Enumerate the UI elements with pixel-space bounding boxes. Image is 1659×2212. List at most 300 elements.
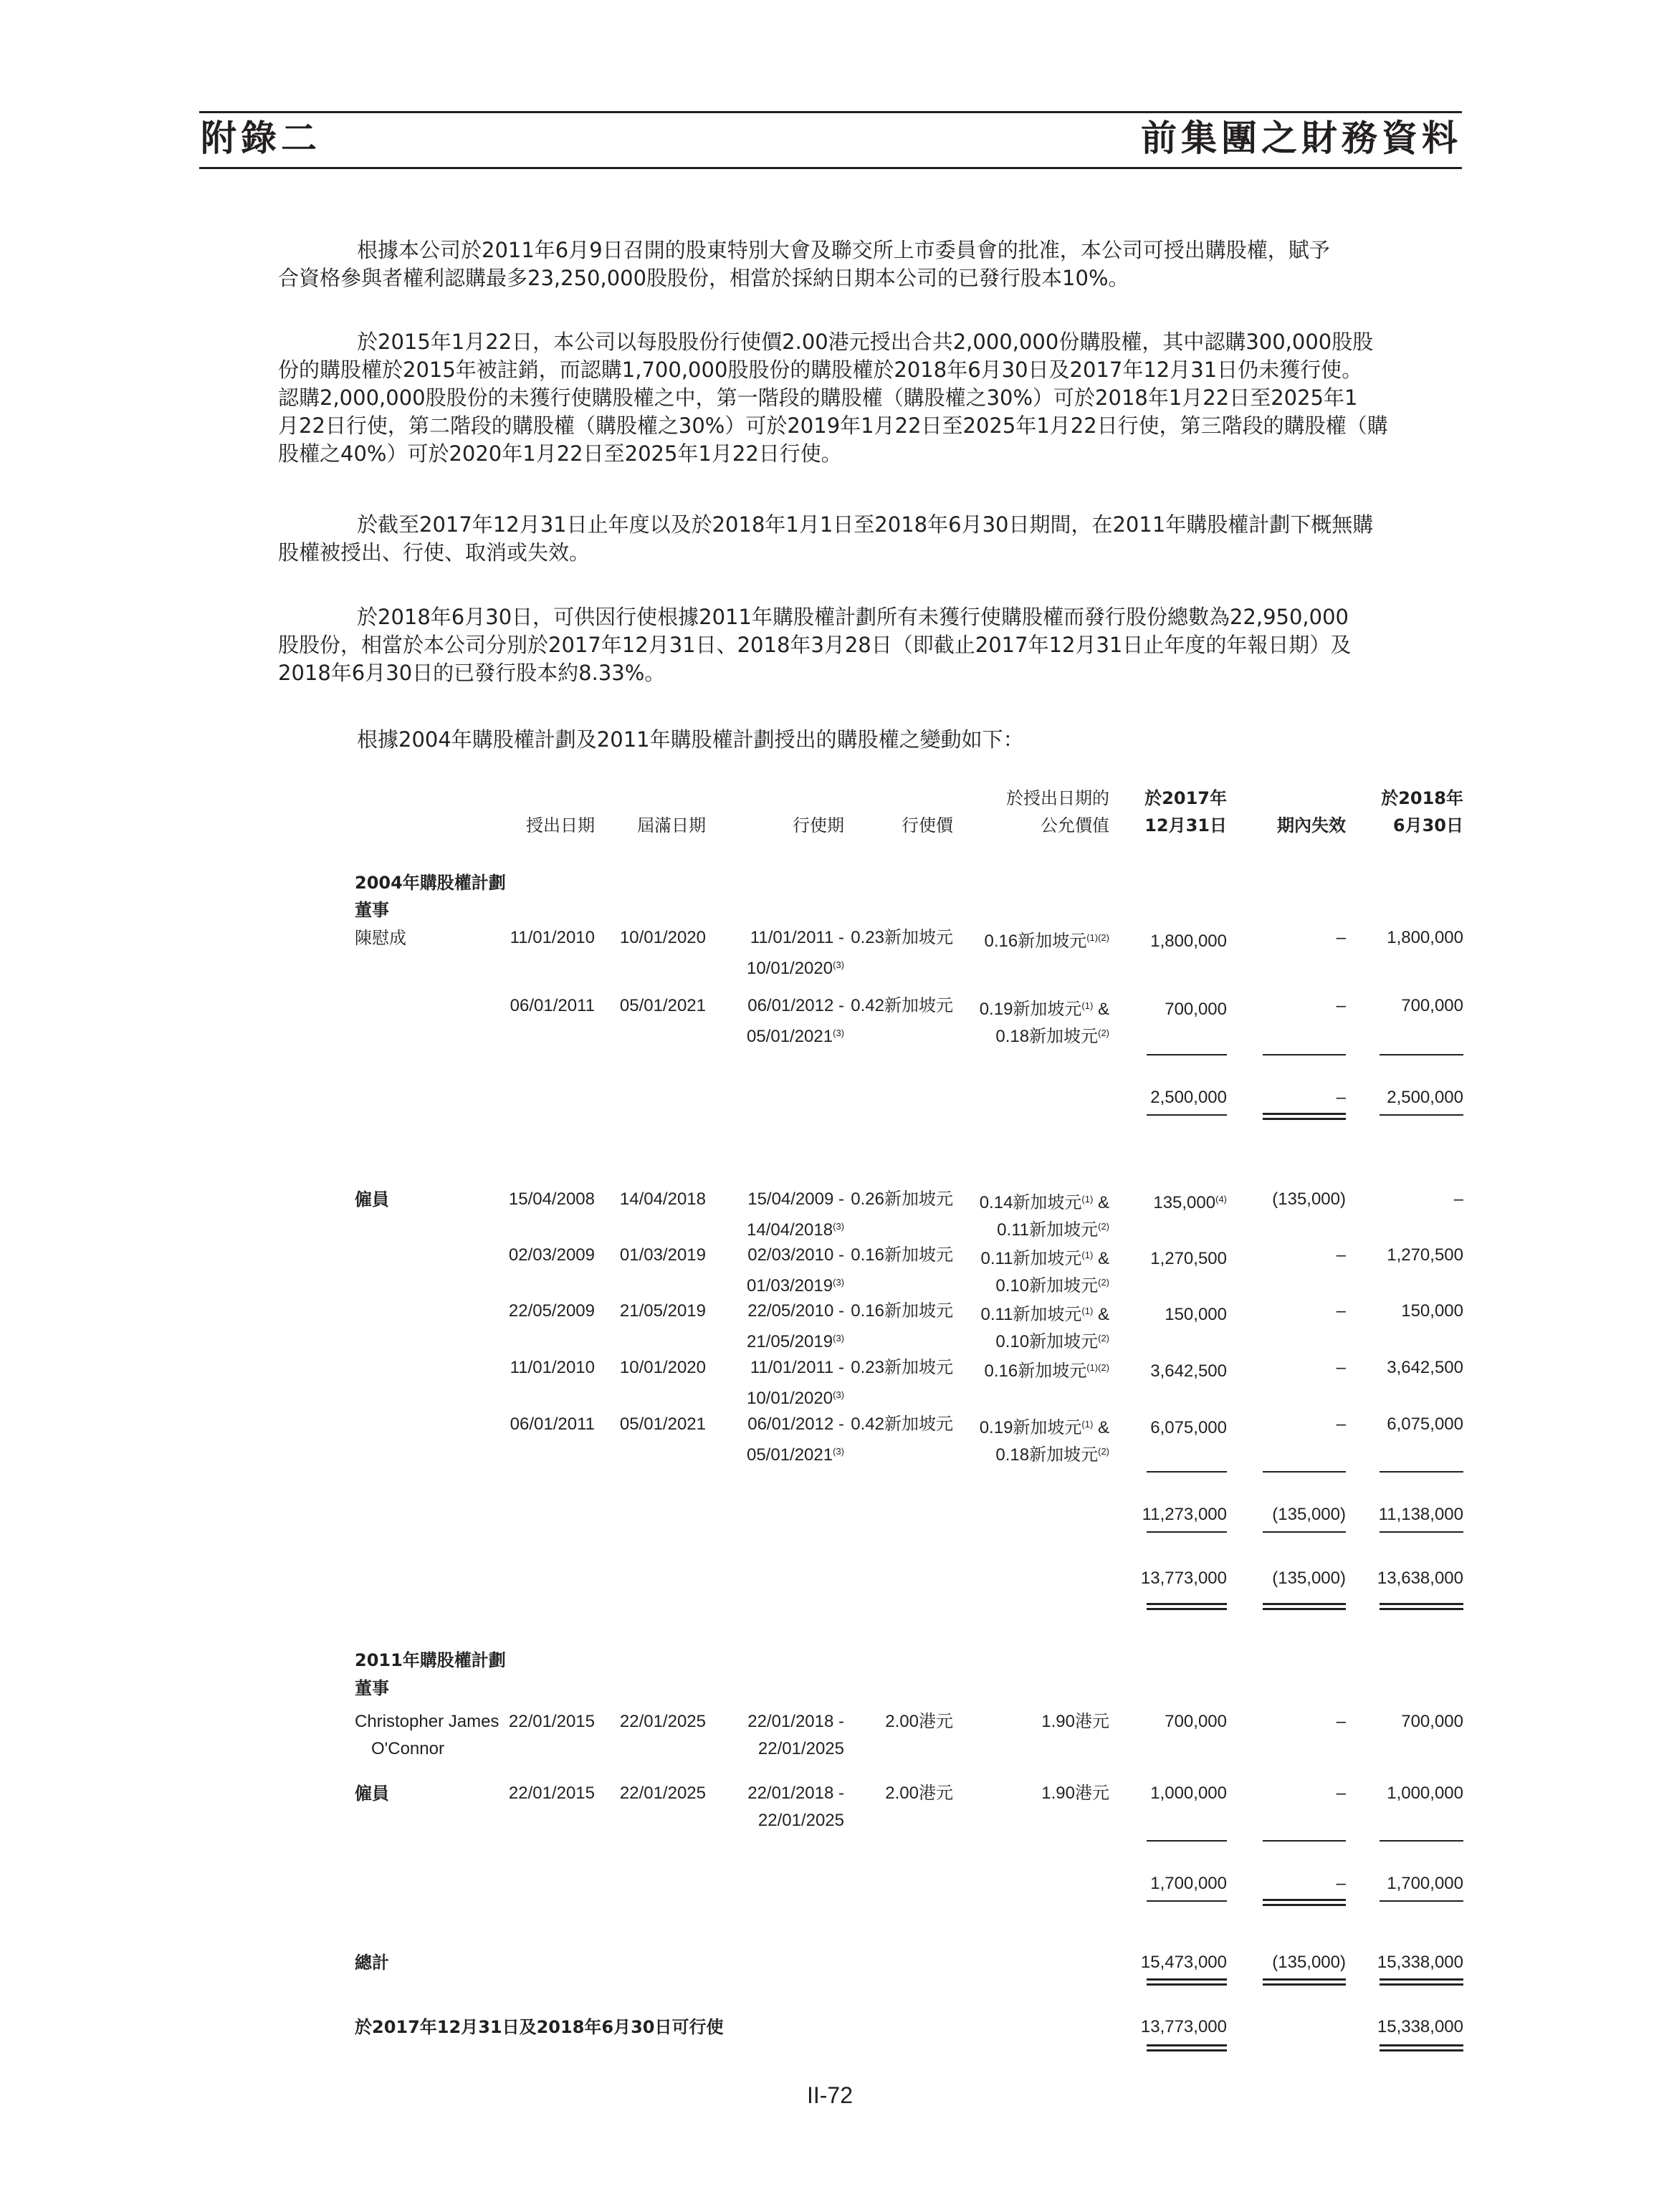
scheme-total-2017	[1150, 1872, 1227, 1896]
footnote-ref: (2)	[1098, 1446, 1109, 1457]
lapsed	[1337, 1710, 1346, 1734]
cell-text: 06/01/2012 -	[747, 1414, 844, 1434]
grant-date	[509, 1243, 595, 1268]
cell-suffix: &	[1093, 1305, 1109, 1324]
cell-text: 6,075,000	[1387, 1414, 1463, 1434]
expiry-date	[620, 926, 706, 950]
fair-value	[995, 1021, 1109, 1049]
paragraph-4	[278, 603, 1462, 687]
cell-text: 1,270,500	[1387, 1245, 1463, 1265]
exercisable-2017	[1141, 2015, 1227, 2039]
cell-text: 0.16新加坡元	[984, 1361, 1087, 1381]
grant-date	[509, 1299, 595, 1323]
balance-2018	[1401, 994, 1463, 1018]
exercise-price	[851, 994, 953, 1018]
exercise-period	[747, 1710, 844, 1734]
exercise-period	[747, 1440, 844, 1468]
expiry-date	[620, 1299, 706, 1323]
footnote-ref: (1)	[1081, 1194, 1094, 1205]
expiry-date	[620, 1356, 706, 1380]
paragraph-line: 股權之40%）可於2020年1月22日至2025年1月22日行使。	[278, 441, 842, 466]
cell-text: 僱員	[355, 1189, 389, 1210]
header-fair-value	[1041, 813, 1109, 838]
cell-text: 0.23新加坡元	[851, 928, 953, 947]
header-expiry-date	[637, 813, 706, 838]
cell-suffix: &	[1093, 1193, 1109, 1212]
cell-text: O'Connor	[371, 1739, 444, 1758]
double-underline	[1263, 1899, 1346, 1906]
cell-text: 0.11新加坡元	[980, 1249, 1082, 1268]
cell-text: –	[1336, 1301, 1346, 1321]
exercise-period	[747, 1781, 844, 1806]
balance-2017	[1150, 926, 1227, 954]
footnote-ref: (3)	[833, 1277, 844, 1288]
cell-text: 10/01/2020	[746, 1389, 833, 1408]
header-grant-date	[526, 813, 595, 838]
cell-text: 22/01/2025	[757, 1739, 844, 1758]
paragraph-3	[278, 511, 1462, 567]
cell-text: 15,473,000	[1140, 1953, 1227, 1972]
cell-text: 700,000	[1401, 996, 1463, 1015]
cell-text: 22/01/2018 -	[747, 1784, 844, 1803]
footnote-ref: (1)	[1081, 1000, 1094, 1011]
exercise-price	[851, 1356, 953, 1380]
exercise-period	[747, 994, 844, 1018]
balance-2018	[1387, 1243, 1463, 1268]
section-2004-scheme	[355, 871, 506, 895]
grant-date	[510, 1356, 595, 1380]
cell-text: 2011年購股權計劃	[355, 1650, 506, 1670]
cell-text: 06/01/2012 -	[747, 996, 844, 1015]
cell-text: 0.18新加坡元	[995, 1445, 1099, 1465]
single-underline	[1263, 1531, 1346, 1533]
single-underline	[1147, 1471, 1227, 1473]
footnote-ref: (1)(2)	[1086, 1362, 1109, 1373]
cell-text: (135,000)	[1272, 1953, 1346, 1972]
cell-text: 屆滿日期	[637, 815, 706, 836]
cell-text: 0.10新加坡元	[995, 1276, 1099, 1296]
balance-2017	[1150, 1243, 1227, 1271]
fair-value	[1041, 1781, 1109, 1806]
balance-2018	[1401, 1299, 1463, 1323]
employees-label	[355, 1781, 389, 1806]
cell-text: 1,800,000	[1387, 928, 1463, 947]
cell-text: (135,000)	[1272, 1189, 1346, 1209]
cell-text: 0.10新加坡元	[995, 1332, 1099, 1351]
exercise-period	[747, 1243, 844, 1268]
cell-text: 0.16新加坡元	[851, 1245, 953, 1265]
balance-2017	[1165, 1710, 1227, 1734]
cell-text: 11/01/2011 -	[750, 928, 844, 947]
exercise-period	[747, 1412, 844, 1437]
cell-text: 15,338,000	[1377, 1953, 1463, 1972]
paragraph-line: 股股份，相當於本公司分別於2017年12月31日、2018年3月28日（即截止2017年12月31日止年度的年報日期）及	[278, 633, 1352, 657]
cell-text: 0.19新加坡元	[979, 1418, 1082, 1437]
cell-text: 22/05/2009	[508, 1301, 595, 1321]
paragraph-line: 根據本公司於2011年6月9日召開的股東特別大會及聯交所上市委員會的批准，本公司可授出購股權，賦予	[357, 238, 1330, 262]
page-number: II-72	[806, 2082, 854, 2108]
cell-text: 150,000	[1165, 1305, 1227, 1324]
exercisable-label	[355, 2015, 724, 2039]
balance-2017	[1150, 1356, 1227, 1384]
director-name	[355, 1710, 499, 1734]
double-underline	[1147, 2044, 1227, 2051]
footnote-ref: (3)	[833, 1221, 844, 1232]
lapsed	[1337, 926, 1346, 950]
cell-text: 02/03/2009	[508, 1245, 595, 1265]
footnote-ref: (3)	[833, 1389, 844, 1400]
footnote-ref: (3)	[833, 1446, 844, 1457]
exercise-period	[747, 953, 844, 981]
paragraph-line: 2018年6月30日的已發行股本約8.33%。	[278, 661, 666, 685]
cell-text: 0.11新加坡元	[997, 1220, 1099, 1240]
fair-value	[980, 1187, 1109, 1215]
cell-text: 1.90港元	[1041, 1712, 1109, 1731]
expiry-date	[620, 1243, 706, 1268]
single-underline	[1380, 1840, 1463, 1842]
footnote-ref: (4)	[1215, 1194, 1227, 1205]
cell-text: 14/04/2018	[746, 1220, 833, 1240]
cell-text: 2.00港元	[885, 1712, 953, 1731]
scheme-total-lapsed	[1337, 1872, 1346, 1896]
cell-text: 2.00港元	[885, 1784, 953, 1803]
paragraph-5	[278, 726, 1462, 754]
cell-text: 10/01/2020	[619, 928, 706, 947]
cell-text: –	[1336, 1784, 1346, 1803]
cell-text: 於2017年	[1144, 788, 1227, 808]
lapsed	[1337, 1243, 1346, 1268]
paragraph-line: 於2015年1月22日，本公司以每股股份行使價2.00港元授出合共2,000,000份購股權，其中認購300,000股股	[357, 330, 1374, 354]
paragraph-line: 認購2,000,000股股份的未獲行使購股權之中，第一階段的購股權（購股權之30%）可於2018年1月22日至2025年1	[278, 386, 1358, 410]
grant-date	[510, 994, 595, 1018]
cell-text: 3,642,500	[1150, 1361, 1227, 1381]
single-underline	[1147, 1531, 1227, 1533]
directors-label	[355, 898, 389, 922]
balance-2017	[1153, 1187, 1227, 1215]
cell-suffix: &	[1093, 1249, 1109, 1268]
double-underline	[1263, 1113, 1346, 1120]
balance-2018	[1454, 1187, 1463, 1212]
paragraph-1	[278, 236, 1462, 292]
exercise-period	[747, 1299, 844, 1323]
cell-text: –	[1453, 1189, 1463, 1209]
single-underline	[1380, 1531, 1463, 1533]
single-underline	[1380, 1054, 1463, 1055]
cell-text: 1,800,000	[1150, 932, 1227, 951]
expiry-date	[620, 1710, 706, 1734]
cell-text: 0.42新加坡元	[851, 996, 953, 1015]
cell-text: 22/01/2018 -	[747, 1712, 844, 1731]
cell-text: 1,000,000	[1150, 1784, 1227, 1803]
cell-text: 05/01/2021	[619, 1414, 706, 1434]
single-underline	[1380, 1114, 1463, 1116]
cell-text: 22/01/2015	[508, 1712, 595, 1731]
cell-text: 1,270,500	[1150, 1249, 1227, 1268]
exercise-period	[747, 1187, 844, 1212]
header-top-rule	[199, 111, 1462, 113]
employees-label	[355, 1187, 389, 1212]
footnote-ref: (2)	[1098, 1333, 1109, 1344]
cell-text: 05/01/2021	[619, 996, 706, 1015]
cell-text: 於授出日期的	[1006, 788, 1109, 808]
paragraph-line: 根據2004年購股權計劃及2011年購股權計劃授出的購股權之變動如下：	[357, 727, 1024, 752]
cell-text: 行使價	[902, 815, 953, 836]
cell-text: 0.11新加坡元	[980, 1305, 1082, 1324]
grant-date	[509, 1187, 595, 1212]
cell-text: 3,642,500	[1387, 1358, 1463, 1377]
cell-text: 05/01/2021	[746, 1027, 833, 1046]
cell-text: 11/01/2010	[510, 928, 595, 947]
cell-text: 22/01/2015	[508, 1784, 595, 1803]
cell-text: 150,000	[1401, 1301, 1463, 1321]
appendix-title: 附錄二	[201, 118, 321, 159]
cell-text: 0.23新加坡元	[851, 1358, 953, 1377]
subtotal-2017	[1142, 1503, 1227, 1527]
double-underline	[1263, 1603, 1346, 1610]
footnote-ref: (2)	[1098, 1277, 1109, 1288]
header-balance-2018	[1393, 813, 1463, 838]
paragraph-2	[278, 328, 1462, 468]
footnote-ref: (1)	[1081, 1419, 1094, 1430]
cell-text: 02/03/2010 -	[747, 1245, 844, 1265]
footnote-ref: (3)	[833, 959, 844, 970]
expiry-date	[620, 994, 706, 1018]
cell-text: 22/01/2025	[619, 1784, 706, 1803]
cell-suffix: &	[1093, 1000, 1109, 1019]
header-exercise-price	[902, 813, 953, 838]
cell-text: 700,000	[1165, 1712, 1227, 1731]
exercise-period	[747, 1021, 844, 1049]
section-2011-scheme	[355, 1648, 506, 1672]
balance-2018	[1387, 1356, 1463, 1380]
balance-2017	[1165, 1299, 1227, 1327]
exercise-period	[758, 1737, 844, 1761]
cell-text: 15,338,000	[1377, 2017, 1463, 2036]
cell-text: 05/01/2021	[746, 1445, 833, 1465]
lapsed	[1272, 1187, 1346, 1212]
paragraph-line: 股權被授出、行使、取消或失效。	[278, 540, 591, 565]
paragraph-line: 月22日行使，第二階段的購股權（購股權之30%）可於2019年1月22日至2025年1月22日行使，第三階段的購股權（購	[278, 413, 1388, 438]
double-underline	[1380, 2044, 1463, 2051]
grant-date	[509, 1710, 595, 1734]
cell-text: 2,500,000	[1387, 1088, 1463, 1107]
lapsed	[1337, 1781, 1346, 1806]
cell-suffix: &	[1093, 1418, 1109, 1437]
cell-text: –	[1336, 1712, 1346, 1731]
double-underline	[1147, 1978, 1227, 1986]
footnote-ref: (1)	[1081, 1306, 1094, 1316]
double-underline	[1263, 1978, 1346, 1986]
exercise-price	[851, 1243, 953, 1268]
footnote-ref: (2)	[1098, 1221, 1109, 1232]
cell-text: –	[1336, 1245, 1346, 1265]
exercise-price	[851, 1299, 953, 1323]
header-exercise-period	[793, 813, 844, 838]
scheme-total-2018	[1387, 1872, 1463, 1896]
cell-text: 11/01/2010	[510, 1358, 595, 1377]
cell-text: 0.18新加坡元	[995, 1027, 1099, 1046]
cell-text: 董事	[355, 1678, 389, 1698]
cell-text: –	[1336, 1414, 1346, 1434]
single-underline	[1380, 1471, 1463, 1473]
grant-date	[509, 1781, 595, 1806]
expiry-date	[620, 1781, 706, 1806]
paragraph-line: 於2018年6月30日，可供因行使根據2011年購股權計劃所有未獲行使購股權而發行股份總數為22,950,000	[357, 605, 1349, 629]
cell-text: 15/04/2008	[508, 1189, 595, 1209]
grand-total-lapsed	[1272, 1950, 1346, 1975]
cell-text: 總計	[355, 1953, 389, 1973]
fair-value	[1041, 1710, 1109, 1734]
cell-text: 06/01/2011	[510, 996, 595, 1015]
fair-value	[985, 1356, 1110, 1384]
cell-text: –	[1336, 1358, 1346, 1377]
header-fair-value	[1006, 786, 1109, 810]
scheme-total-2018	[1377, 1566, 1463, 1591]
fair-value	[995, 1326, 1109, 1354]
cell-text: 公允價值	[1041, 815, 1109, 836]
subtotal-lapsed	[1272, 1503, 1346, 1527]
single-underline	[1263, 1471, 1346, 1473]
cell-text: 期內失效	[1277, 815, 1346, 836]
fair-value	[980, 1243, 1109, 1271]
cell-text: 14/04/2018	[619, 1189, 706, 1209]
lapsed	[1337, 1299, 1346, 1323]
directors-label	[355, 1676, 389, 1700]
cell-text: 700,000	[1401, 1712, 1463, 1731]
exercisable-2018	[1377, 2015, 1463, 2039]
fair-value	[980, 1412, 1109, 1440]
cell-text: 於2017年12月31日及2018年6月30日可行使	[355, 2017, 724, 2037]
cell-text: 1.90港元	[1041, 1784, 1109, 1803]
single-underline	[1147, 1900, 1227, 1902]
section-title: 前集團之財務資料	[1141, 118, 1462, 159]
cell-text: 1,000,000	[1387, 1784, 1463, 1803]
director-name	[371, 1737, 444, 1761]
cell-text: 21/05/2019	[619, 1301, 706, 1321]
lapsed	[1337, 1412, 1346, 1437]
fair-value	[995, 1270, 1109, 1298]
cell-text: 22/01/2025	[757, 1811, 844, 1830]
cell-text: 700,000	[1165, 1000, 1227, 1019]
exercise-period	[750, 1356, 844, 1380]
cell-text: 0.14新加坡元	[979, 1193, 1082, 1212]
cell-text: 06/01/2011	[510, 1414, 595, 1434]
cell-text: 6月30日	[1392, 815, 1463, 836]
cell-text: 10/01/2020	[619, 1358, 706, 1377]
double-underline	[1147, 1603, 1227, 1610]
grant-date	[510, 1412, 595, 1437]
scheme-total-2017	[1141, 1566, 1227, 1591]
fair-value	[985, 926, 1110, 954]
exercise-period	[758, 1809, 844, 1833]
single-underline	[1147, 1114, 1227, 1116]
double-underline	[1380, 1978, 1463, 1986]
scheme-total-lapsed	[1272, 1566, 1346, 1591]
cell-text: 21/05/2019	[746, 1332, 833, 1351]
cell-text: 0.19新加坡元	[979, 1000, 1082, 1019]
cell-text: 陳慰成	[355, 928, 406, 948]
cell-text: 0.26新加坡元	[851, 1189, 953, 1209]
cell-text: 22/05/2010 -	[747, 1301, 844, 1321]
exercise-period	[747, 1326, 844, 1354]
cell-text: 10/01/2020	[746, 959, 833, 978]
footnote-ref: (3)	[833, 1333, 844, 1344]
grand-total-label	[355, 1950, 389, 1975]
cell-text: 11,138,000	[1378, 1505, 1463, 1524]
subtotal-2018	[1387, 1086, 1463, 1110]
grand-total-2018	[1377, 1950, 1463, 1975]
subtotal-2017	[1150, 1086, 1227, 1110]
balance-2017	[1150, 1412, 1227, 1440]
cell-text: 6,075,000	[1150, 1418, 1227, 1437]
exercise-price	[851, 1187, 953, 1212]
grant-date	[510, 926, 595, 950]
footnote-ref: (1)	[1081, 1250, 1094, 1260]
balance-2017	[1165, 994, 1227, 1022]
cell-text: 01/03/2019	[619, 1245, 706, 1265]
cell-text: 0.42新加坡元	[851, 1414, 953, 1434]
cell-text: –	[1336, 928, 1346, 947]
cell-text: 13,638,000	[1377, 1569, 1463, 1588]
single-underline	[1147, 1054, 1227, 1055]
exercise-period	[750, 926, 844, 950]
single-underline	[1380, 1900, 1463, 1902]
balance-2018	[1401, 1710, 1463, 1734]
subtotal-lapsed	[1337, 1086, 1346, 1110]
cell-text: 11,273,000	[1142, 1505, 1227, 1524]
cell-text: 01/03/2019	[746, 1276, 833, 1296]
cell-text: 12月31日	[1144, 815, 1227, 836]
cell-text: 0.16新加坡元	[984, 932, 1087, 951]
cell-text: 13,773,000	[1140, 2017, 1227, 2036]
cell-text: 15/04/2009 -	[747, 1189, 844, 1209]
footnote-ref: (2)	[1098, 1028, 1109, 1038]
cell-text: (135,000)	[1272, 1505, 1346, 1524]
cell-text: 僱員	[355, 1784, 389, 1804]
paragraph-line: 合資格參與者權利認購最多23,250,000股股份，相當於採納日期本公司的已發行股本10%。	[278, 266, 1129, 290]
fair-value	[980, 994, 1109, 1022]
lapsed	[1337, 994, 1346, 1018]
exercise-price	[885, 1710, 953, 1734]
cell-text: 1,700,000	[1387, 1874, 1463, 1893]
double-underline	[1380, 1603, 1463, 1610]
paragraph-line: 份的購股權於2015年被註銷，而認購1,700,000股股份的購股權於2018年6月30日及2017年12月31日仍未獲行使。	[278, 358, 1363, 382]
grand-total-2017	[1141, 1950, 1227, 1975]
cell-text: 授出日期	[526, 815, 595, 836]
cell-text: 0.16新加坡元	[851, 1301, 953, 1321]
cell-text: 22/01/2025	[619, 1712, 706, 1731]
exercise-price	[851, 1412, 953, 1437]
single-underline	[1263, 1054, 1346, 1055]
cell-text: 2004年購股權計劃	[355, 873, 506, 893]
fair-value	[995, 1440, 1109, 1468]
cell-text: 11/01/2011 -	[750, 1358, 844, 1377]
expiry-date	[620, 1187, 706, 1212]
lapsed	[1337, 1356, 1346, 1380]
subtotal-2018	[1379, 1503, 1463, 1527]
exercise-period	[747, 1383, 844, 1411]
balance-2018	[1387, 1412, 1463, 1437]
cell-text: 2,500,000	[1150, 1088, 1227, 1107]
header-lapsed	[1277, 813, 1346, 838]
balance-2018	[1387, 926, 1463, 950]
cell-text: (135,000)	[1272, 1569, 1346, 1588]
header-balance-2017	[1144, 813, 1227, 838]
cell-text: –	[1336, 996, 1346, 1015]
exercise-price	[885, 1781, 953, 1806]
paragraph-line: 於截至2017年12月31日止年度以及於2018年1月1日至2018年6月30日期間，在2011年購股權計劃下概無購	[357, 512, 1374, 537]
exercise-price	[851, 926, 953, 950]
